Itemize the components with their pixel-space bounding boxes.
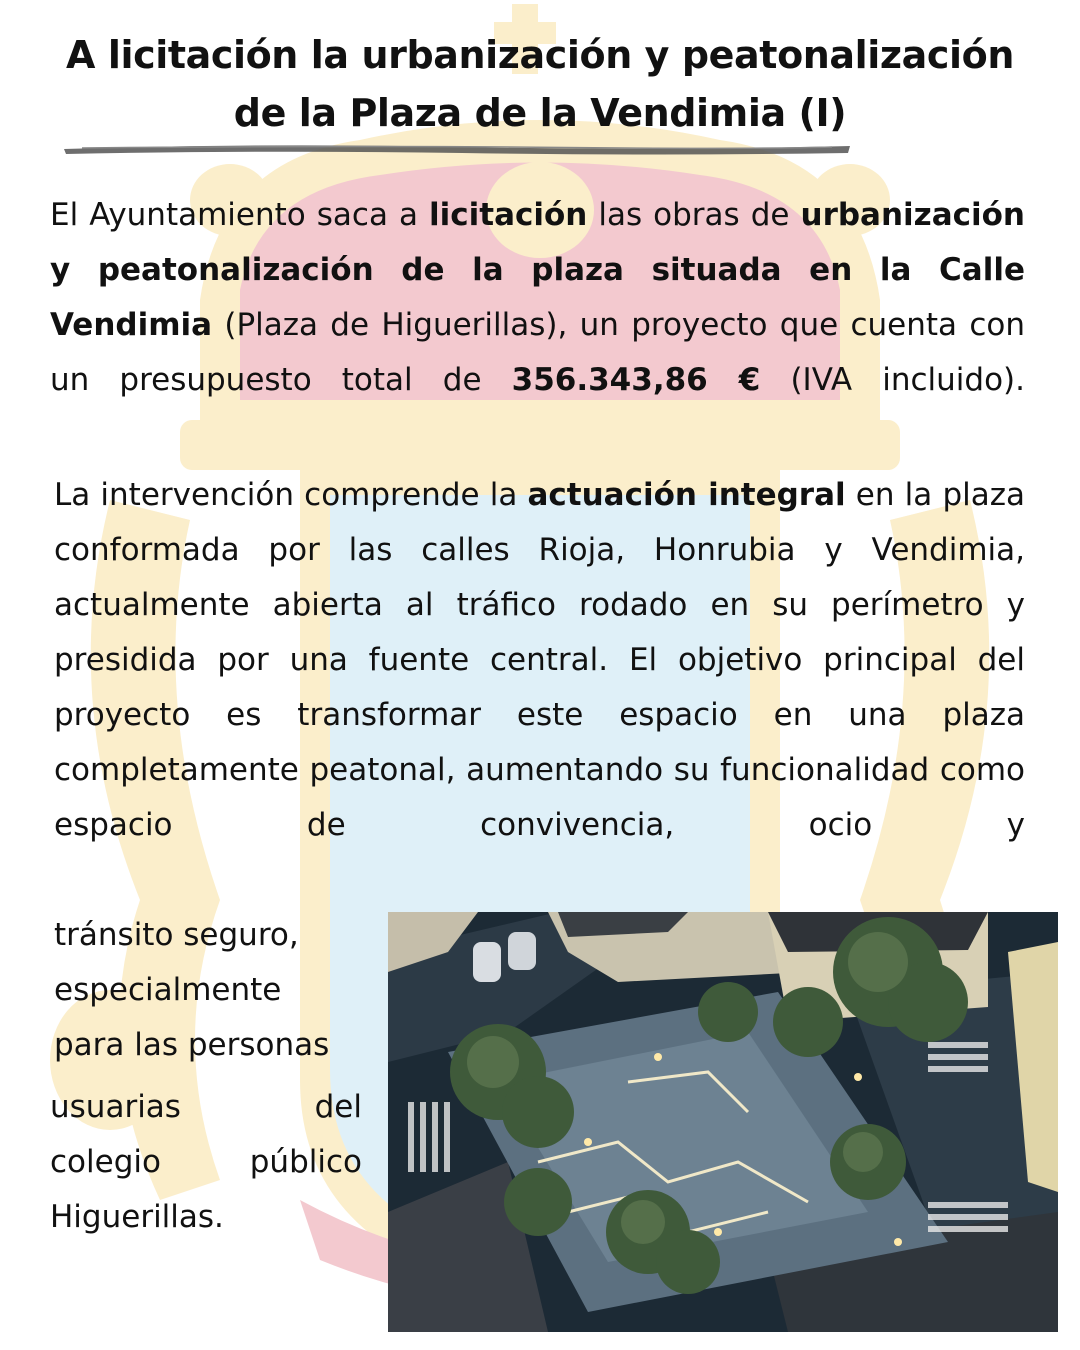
transito-line-1: tránsito seguro, (54, 917, 299, 953)
page-title (15, 26, 1065, 142)
transito-line-2: especialmente (54, 972, 282, 1008)
usuarias-line-2: colegio público (50, 1144, 362, 1180)
bold-obras: urbanización y peatonalización de la plaza situada en la Calle Vendimia (50, 197, 1025, 343)
paragraph-intervencion: La intervención comprende la actuación integral en la plaza conformada por las calles Rioja, Honrubia y Vendimia, actualmente abierta al tráfico rodado en su perímetro y presidida por una fuente central. El objetivo principal del proyecto es transformar este espacio en una plaza completamente peatonal, aumentando su funcionalidad como espacio de convivencia, ocio y (54, 477, 1026, 843)
paragraph-transito (54, 908, 384, 1073)
usuarias-line-3: Higuerillas. (50, 1199, 224, 1235)
transito-line-3: para las personas (54, 1027, 330, 1063)
title-line-2: de la Plaza de la Vendimia (I) (233, 91, 847, 135)
bold-licitacion: licitación (429, 197, 588, 233)
title-line-1: A licitación la urbanización y peatonalización (65, 33, 1014, 77)
bold-presupuesto: 356.343,86 € (511, 362, 761, 398)
paragraph-licitacion: El Ayuntamiento saca a licitación las obras de urbanización y peatonalización de la plaza situada en la Calle Vendimia (Plaza de Higuerillas), un proyecto que cuenta con un presupuesto total de 356.343,86 € (IVA incluido). (50, 197, 1025, 398)
usuarias-line-1: usuarias del (50, 1089, 362, 1125)
plaza-night-render-image (388, 912, 1058, 1332)
paragraph-usuarias (50, 1080, 362, 1245)
bold-actuacion-integral: actuación integral (527, 477, 846, 513)
title-underline-stroke (62, 140, 852, 158)
